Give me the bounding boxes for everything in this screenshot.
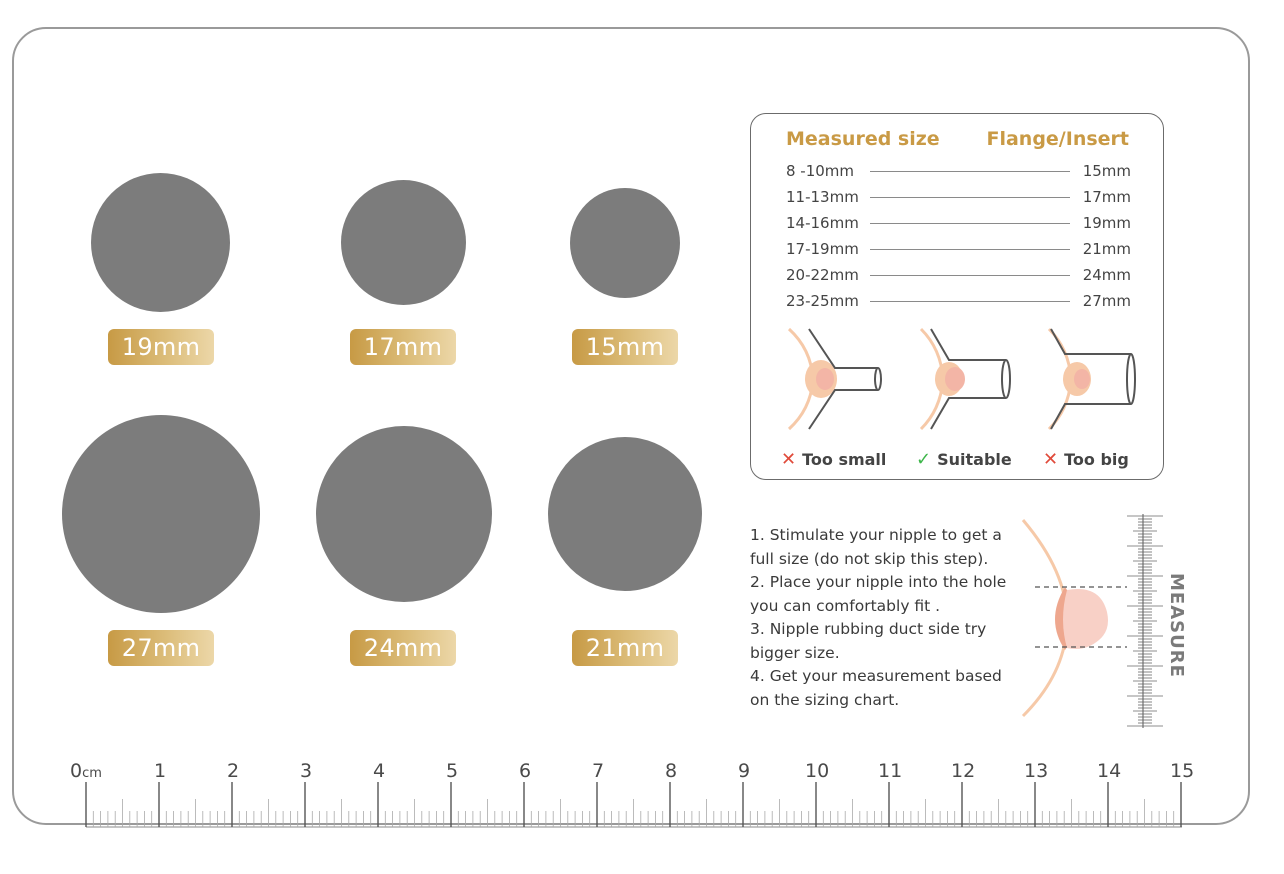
verdict-label: Too small: [802, 450, 887, 469]
sizer-circle-15mm: [570, 188, 680, 298]
cm-ruler: [0, 782, 1284, 832]
instruction-line: 2. Place your nipple into the hole: [750, 573, 1007, 591]
size-label-15mm: 15mm: [572, 329, 678, 365]
sizer-circle-17mm: [341, 180, 466, 305]
verdict-suitable: [916, 449, 1012, 470]
ruler-number: 13: [1024, 760, 1049, 782]
flange-value: 19mm: [1082, 214, 1131, 232]
flange-value: 24mm: [1082, 266, 1131, 284]
size-label-19mm: 19mm: [108, 329, 214, 365]
flange-value: 15mm: [1082, 162, 1131, 180]
size-label-24mm: 24mm: [350, 630, 456, 666]
ruler-number: 6: [519, 760, 532, 782]
x-icon: ✕: [781, 449, 797, 470]
measured-value: 8 -10mm: [786, 162, 855, 180]
ruler-number: 3: [300, 760, 313, 782]
ruler-zero: [70, 760, 102, 782]
instruction-line: bigger size.: [750, 643, 840, 662]
fit-illustrations: [751, 324, 1161, 434]
sizing-chart: [750, 113, 1164, 480]
x-icon: ✕: [1043, 449, 1059, 470]
ruler-number: 7: [592, 760, 605, 782]
instruction-line: you can comfortably fit .: [750, 596, 941, 615]
flange-value: 27mm: [1082, 292, 1131, 310]
ruler-number: 5: [446, 760, 459, 782]
too-big-illustration: [1049, 329, 1135, 429]
instruction-line: 1. Stimulate your nipple to get a: [750, 526, 1002, 544]
chart-row: [786, 265, 1131, 285]
ruler-unit: cm: [82, 766, 102, 781]
measure-label: MEASURE: [1166, 573, 1187, 678]
verdict-label: Too big: [1064, 450, 1129, 469]
suitable-illustration: [921, 329, 1010, 429]
instruction-line: full size (do not skip this step).: [750, 549, 989, 568]
ruler-number: 8: [665, 760, 678, 782]
sizer-circle-21mm: [548, 437, 702, 591]
size-label-21mm: 21mm: [572, 630, 678, 666]
flange-value: 17mm: [1082, 188, 1131, 206]
ruler-number: 15: [1170, 760, 1195, 782]
header-flange-insert: Flange/Insert: [986, 128, 1129, 150]
sizer-circle-24mm: [316, 426, 492, 602]
sizer-circle-19mm: [91, 173, 230, 312]
measure-illustration: [1015, 512, 1165, 737]
measured-value: 17-19mm: [786, 240, 859, 258]
measured-value: 23-25mm: [786, 292, 859, 310]
flange-value: 21mm: [1082, 240, 1131, 258]
chart-row: [786, 187, 1131, 207]
size-label-17mm: 17mm: [350, 329, 456, 365]
instruction-line: 4. Get your measurement based: [750, 667, 1002, 685]
instruction-line: 3. Nipple rubbing duct side try: [750, 620, 987, 638]
ruler-number: 4: [373, 760, 386, 782]
ruler-number: 1: [154, 760, 167, 782]
ruler-number: 9: [738, 760, 751, 782]
ruler-number: 12: [951, 760, 976, 782]
sizer-circle-27mm: [62, 415, 260, 613]
ruler-zero-value: 0: [70, 760, 83, 782]
chart-row: [786, 213, 1131, 233]
too-small-illustration: [789, 329, 881, 429]
size-label-27mm: 27mm: [108, 630, 214, 666]
header-measured-size: Measured size: [786, 128, 940, 150]
instructions: [750, 524, 1025, 712]
verdict-label: Suitable: [937, 450, 1012, 469]
ruler-number: 2: [227, 760, 240, 782]
ruler-number: 10: [805, 760, 830, 782]
measured-value: 14-16mm: [786, 214, 859, 232]
chart-row: [786, 161, 1131, 181]
ruler-number: 14: [1097, 760, 1122, 782]
check-icon: ✓: [916, 449, 932, 470]
measured-value: 20-22mm: [786, 266, 859, 284]
ruler-number: 11: [878, 760, 903, 782]
verdict-too-big: [1043, 449, 1129, 470]
verdict-too-small: [781, 449, 886, 470]
chart-row: [786, 239, 1131, 259]
measured-value: 11-13mm: [786, 188, 859, 206]
chart-row: [786, 291, 1131, 311]
instruction-line: on the sizing chart.: [750, 690, 900, 709]
